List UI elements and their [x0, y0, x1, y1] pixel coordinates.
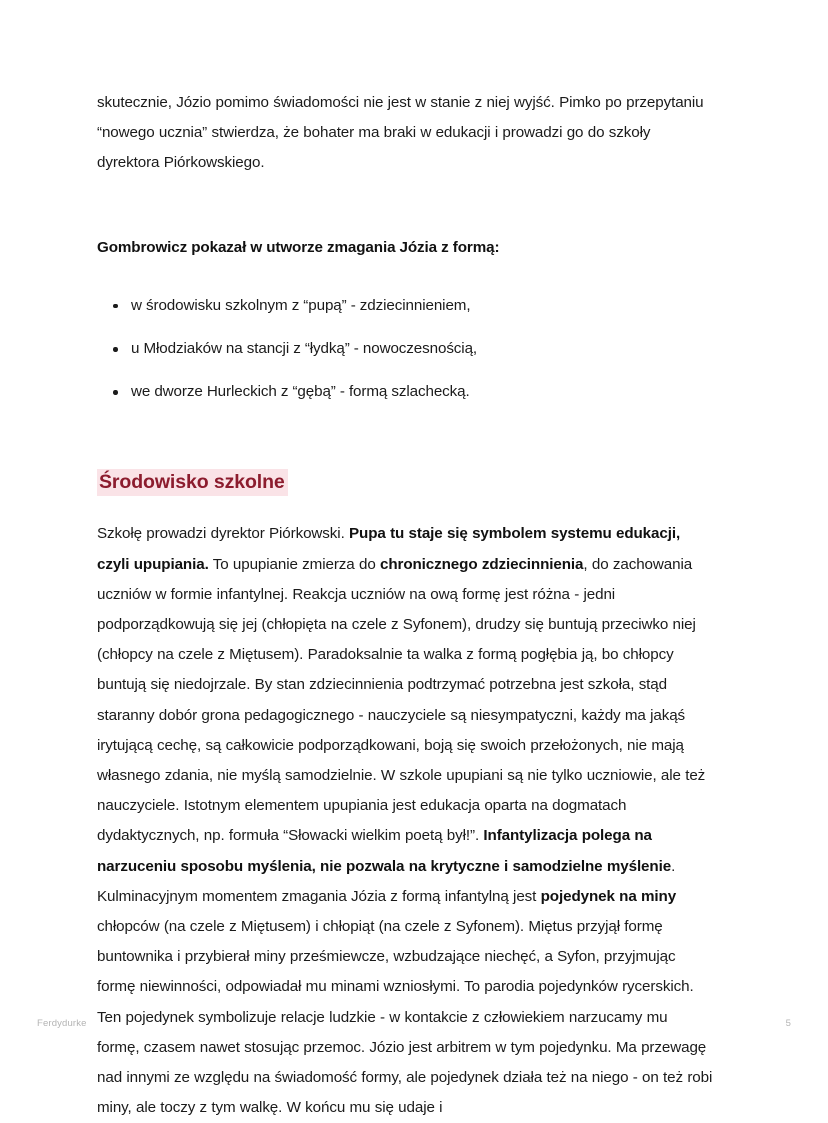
text-run: . Kulminacyjnym momentem zmagania Józia z formą infantylną jest: [97, 857, 676, 905]
intro-paragraph: skutecznie, Józio pomimo świadomości nie jest w stanie z niej wyjść. Pimko po przepytaniu “nowego ucznia” stwierdza, że bohater ma braki w edukacji i prowadzi go do szkoły dyrektora Piórkowskiego.: [97, 94, 704, 172]
text-run: chłopców (na czele z Miętusem) i chłopiąt (na czele z Syfonem). Miętus przyjął formę buntownika i przybierał miny prześmiewcze, wzbudzające niechęć, a Syfon, przyjmując formę niewinności, odpowiadał mu minami wzniosłymi. To parodia pojedynków rycerskich. Ten pojedynek symbolizuje relacje ludzkie - w kontakcie z człowiekiem narzucamy mu formę, czasem nawet stosując przemoc. Józio jest arbitrem w tym pojedynku. Ma przewagę nad innymi ze względu na świadomość formy, ale pojedynek działa też na niego - on też robi miny, ale toczy z tym walkę. W końcu mu się udaje i: [97, 918, 713, 1117]
text-run-bold: Pupa tu staje się symbolem systemu edukacji, czyli upupiania.: [97, 525, 681, 573]
section-heading-wrapper: [97, 467, 713, 501]
page-footer: [0, 1018, 828, 1038]
footer-page-number: 5: [785, 1018, 791, 1029]
text-run: , do zachowania uczniów w formie infantylnej. Reakcja uczniów na ową formę jest różna - jedni podporządkowują się jej (chłopięta na czele z Syfonem), drudzy się buntują przeciwko niej (chłopcy na czele z Miętusem). Paradoksalnie ta walka z formą pogłębia ją, bo chłopcy buntują się niedojrzale. By stan zdziecinnienia podtrzymać potrzebna jest szkoła, stąd staranny dobór grona pedagogicznego - nauczyciele są niesympatyczni, każdy ma jakąś irytującą cechę, są całkowicie podporządkowani, boją się swoich przełożonych, nie mają własnego zdania, nie myślą samodzielnie. W szkole upupiani są nie tylko uczniowie, ale też nauczyciele. Istotnym elementem upupiania jest edukacja oparta na dogmatach dydaktycznych, np. formuła “Słowacki wielkim poetą był!”.: [97, 555, 706, 845]
page-title: Środowisko szkolne: [97, 469, 288, 496]
spacer: [97, 407, 713, 467]
forms-bullet-list: [97, 291, 713, 408]
text-run: Szkołę prowadzi dyrektor Piórkowski.: [97, 525, 350, 543]
list-item: we dworze Hurleckich z “gębą” - formą szlachecką.: [131, 377, 713, 407]
text-run-bold: pojedynek na miny: [540, 887, 677, 905]
list-item: u Młodziaków na stancji z “łydką” - nowoczesnością,: [131, 334, 713, 364]
document-content: [97, 88, 713, 1123]
spacer: [97, 179, 713, 233]
text-run: To upupianie zmierza do: [208, 555, 380, 573]
list-lead-heading: Gombrowicz pokazał w utworze zmagania Józia z formą:: [97, 238, 500, 256]
list-item: w środowisku szkolnym z “pupą” - zdziecinnieniem,: [131, 291, 713, 321]
spacer: [97, 263, 713, 291]
footer-document-title: Ferdydurke: [37, 1018, 87, 1029]
text-run-bold: Infantylizacja polega na narzuceniu sposobu myślenia, nie pozwala na krytyczne i samodzielne myślenie: [97, 827, 672, 875]
spacer: [97, 501, 713, 519]
text-run-bold: chronicznego zdziecinnienia: [379, 555, 584, 573]
